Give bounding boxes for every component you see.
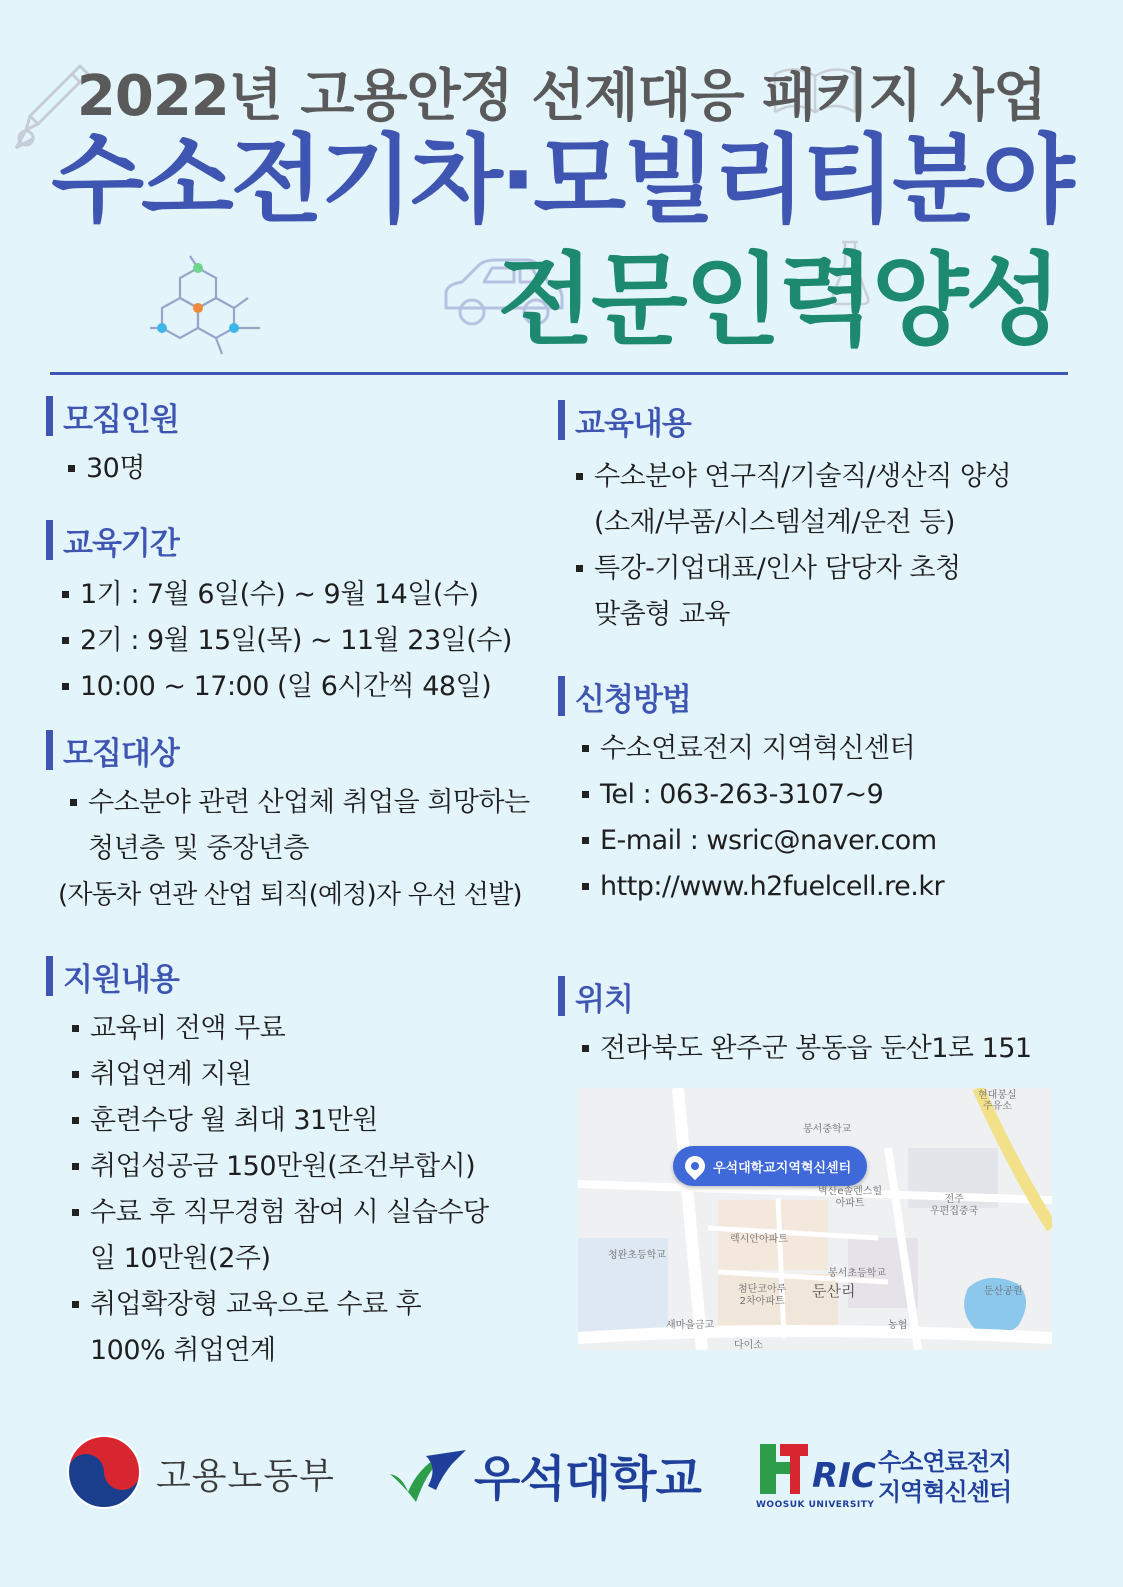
section-title: 교육내용 [575, 405, 691, 442]
section-bar [46, 520, 53, 560]
section-bar [558, 400, 565, 440]
list-item: 훈련수당 월 최대 31만원 [68, 1098, 566, 1144]
section-location [558, 976, 1078, 1072]
list-item: 교육비 전액 무료 [68, 1006, 566, 1052]
center-name-line2: 지역혁신센터 [878, 1478, 1012, 1506]
section-bar [46, 730, 53, 770]
university-name: 우석대학교 [474, 1451, 701, 1507]
section-title: 위치 [575, 981, 633, 1018]
section-bar [46, 956, 53, 996]
map-pin-label: 우석대학교지역혁신센터 [713, 1160, 852, 1176]
map-label-post-office: 전주 우편집중국 [930, 1194, 979, 1217]
email-address: E-mail : wsric@naver.com [578, 818, 1078, 864]
map-pin-icon [681, 1152, 709, 1180]
section-title: 신청방법 [575, 681, 691, 718]
list-item-continuation: (소재/부품/시스템설계/운전 등) [594, 507, 955, 538]
map-label-elementary-school: 청완초등학교 [608, 1250, 666, 1261]
list-item: 수소분야 관련 산업체 취업을 희망하는 [66, 780, 576, 826]
list-item-continuation: 일 10만원(2주) [90, 1243, 271, 1274]
map-label-bank: 농협 [888, 1320, 908, 1331]
phone-number: Tel : 063-263-3107~9 [578, 772, 1078, 818]
target-note: (자동차 연관 산업 퇴직(예정)자 우선 선발) [58, 880, 522, 910]
section-title: 모집대상 [63, 735, 179, 772]
map-label-apartment: 첨단코아루 2차아파트 [738, 1284, 787, 1307]
map-label-apartment: 벽산e솔렌스힐 아파트 [818, 1186, 883, 1209]
section-bar [558, 976, 565, 1016]
map-label-elementary-school: 봉서초등학교 [828, 1268, 886, 1279]
map-label-store: 다이소 [734, 1340, 763, 1350]
list-item: 30명 [64, 446, 546, 492]
section-content [558, 400, 1078, 638]
list-item: 특강-기업대표/인사 담당자 초청 [572, 546, 1078, 592]
section-period [46, 520, 566, 710]
list-item: 취업확장형 교육으로 수료 후 [68, 1282, 566, 1328]
list-item: 수료 후 직무경험 참여 시 실습수당 [68, 1190, 566, 1236]
section-apply [558, 676, 1078, 910]
list-item: 취업성공금 150만원(조건부합시) [68, 1144, 566, 1190]
molecule-icon [148, 254, 266, 362]
section-title: 지원내용 [63, 961, 179, 998]
ric-logo-text: RIC [812, 1456, 876, 1496]
section-bar [46, 396, 53, 436]
center-name-line1: 수소연료전지 [878, 1448, 1012, 1476]
list-item: 10:00 ~ 17:00 (일 6시간씩 48일) [58, 664, 566, 710]
list-item: 1기 : 7월 6일(수) ~ 9월 14일(수) [58, 572, 566, 618]
ric-logo-icon [756, 1440, 812, 1498]
program-subtitle: 2022년 고용안정 선제대응 패키지 사업 [76, 64, 1047, 129]
map-label-middle-school: 봉서중학교 [803, 1124, 852, 1135]
section-bar [558, 676, 565, 716]
ministry-emblem-icon [64, 1432, 144, 1512]
location-map[interactable] [578, 1088, 1052, 1350]
section-target [46, 730, 576, 918]
list-item-continuation: 100% 취업연계 [90, 1335, 276, 1366]
section-support [46, 956, 566, 1374]
list-item: 취업연계 지원 [68, 1052, 566, 1098]
program-title-sub: 전문인력양성 [497, 242, 1059, 359]
program-title: 수소전기차·모빌리티분야 [51, 124, 1072, 236]
section-recruit-count [46, 396, 546, 492]
map-label-district: 둔산리 [812, 1282, 856, 1300]
list-item: 2기 : 9월 15일(목) ~ 11월 23일(수) [58, 618, 566, 664]
map-label-apartment: 렉시안아파트 [730, 1234, 788, 1245]
ministry-name: 고용노동부 [156, 1456, 335, 1497]
list-item: 수소연료전지 지역혁신센터 [578, 726, 1078, 772]
website-link[interactable]: http://www.h2fuelcell.re.kr [578, 864, 1078, 910]
list-item: 수소분야 연구직/기술직/생산직 양성 [572, 454, 1078, 500]
section-title: 모집인원 [63, 401, 179, 438]
ric-logo-subtext: WOOSUK UNIVERSITY [756, 1500, 875, 1510]
map-label-park: 둔산공원 [984, 1286, 1023, 1297]
address: 전라북도 완주군 봉동읍 둔산1로 151 [578, 1026, 1078, 1072]
section-title: 교육기간 [63, 525, 179, 562]
map-pin[interactable] [673, 1146, 867, 1186]
list-item-continuation: 청년층 및 중장년층 [88, 833, 309, 864]
map-label-gas-station: 현대봉실 주유소 [978, 1090, 1017, 1112]
list-item-continuation: 맞춤형 교육 [594, 599, 730, 630]
university-logo-icon [386, 1446, 470, 1506]
map-label-bank: 새마을금고 [666, 1320, 715, 1331]
header-divider [50, 372, 1068, 375]
